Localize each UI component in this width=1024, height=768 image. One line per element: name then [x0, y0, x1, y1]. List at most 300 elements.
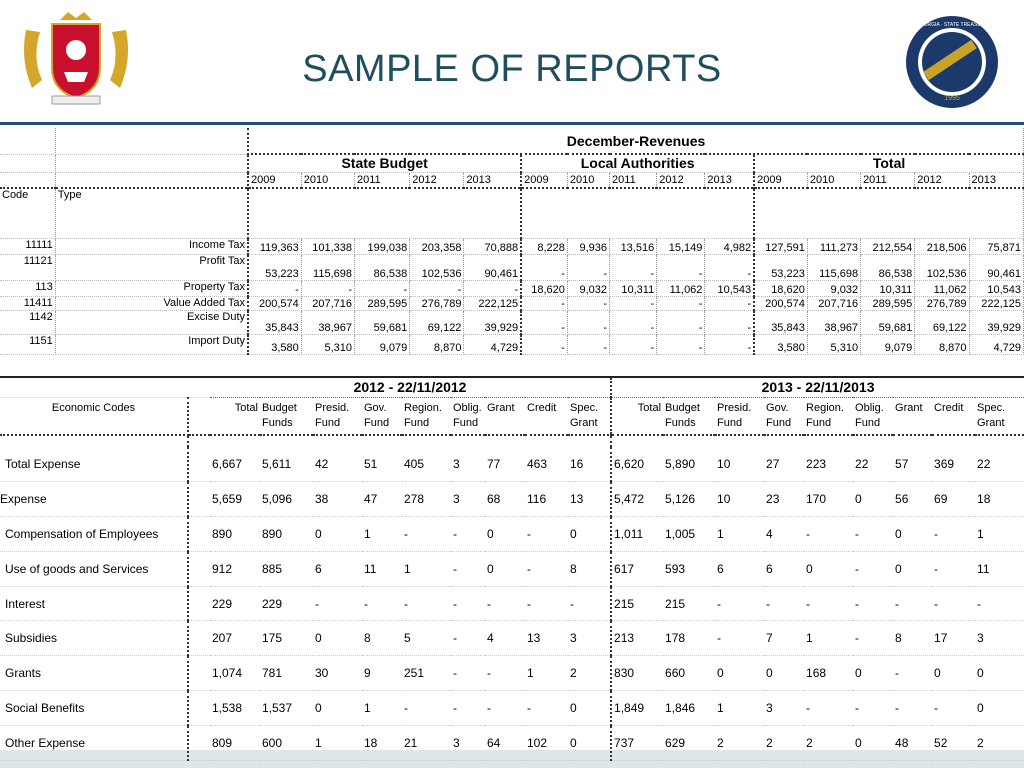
expense-label: Expense: [0, 482, 188, 517]
revenue-cell: -: [610, 254, 657, 280]
row-code: 11411: [0, 296, 55, 310]
table-row: [0, 334, 1024, 354]
table-row: [0, 725, 1024, 760]
expense-label: Compensation of Employees: [0, 517, 188, 552]
revenue-cell: 39,929: [969, 310, 1024, 334]
expense-cell: -: [451, 586, 485, 621]
expense-cell: 1: [715, 517, 764, 552]
expense-cell: 890: [210, 517, 260, 552]
expense-cell: 0: [313, 621, 362, 656]
expense-cell: -: [853, 621, 893, 656]
revenue-cell: 276,789: [410, 296, 464, 310]
column-header-line: Grant: [895, 401, 923, 414]
column-header-line: Credit: [934, 401, 964, 414]
expense-cell: -: [485, 691, 525, 726]
revenue-cell: 10,311: [610, 280, 657, 296]
column-header: [764, 397, 804, 435]
revenue-cell: -: [354, 280, 409, 296]
expense-cell: 207: [210, 621, 260, 656]
revenue-cell: -: [657, 254, 705, 280]
column-header-line: Fund: [315, 416, 341, 429]
revenue-cell: 53,223: [248, 254, 301, 280]
column-header-line: Presid.: [717, 401, 752, 414]
expense-cell: 10: [715, 447, 764, 482]
table-row: [0, 280, 1024, 296]
revenue-cell: 86,538: [354, 254, 409, 280]
expense-cell: 1,005: [663, 517, 715, 552]
expense-cell: 68: [485, 482, 525, 517]
expense-cell: 69: [932, 482, 975, 517]
expense-cell: -: [893, 586, 932, 621]
row-code: 113: [0, 280, 55, 296]
expense-cell: 0: [853, 725, 893, 760]
expense-cell: -: [485, 656, 525, 691]
period-2012: 2012 - 22/11/2012: [210, 377, 611, 397]
revenue-cell: -: [521, 254, 567, 280]
year-header: 2010: [301, 172, 354, 188]
expense-cell: 229: [210, 586, 260, 621]
revenue-cell: 70,888: [464, 238, 521, 254]
row-code: 11121: [0, 254, 55, 280]
year-header: 2011: [610, 172, 657, 188]
expense-cell: 215: [663, 586, 715, 621]
expense-cell: 22: [853, 447, 893, 482]
revenue-cell: -: [521, 334, 567, 354]
revenue-cell: 4,729: [464, 334, 521, 354]
column-header-line: Funds: [665, 416, 696, 429]
revenue-cell: 119,363: [248, 238, 301, 254]
year-header: 2012: [410, 172, 464, 188]
column-header: [313, 397, 362, 435]
revenue-cell: 90,461: [969, 254, 1024, 280]
table-row: [0, 517, 1024, 552]
row-type: Excise Duty: [55, 310, 248, 334]
expense-cell: 51: [362, 447, 402, 482]
expense-cell: 8: [568, 551, 611, 586]
expense-label: Social Benefits: [0, 691, 188, 726]
expense-cell: -: [525, 551, 568, 586]
expense-cell: 0: [568, 691, 611, 726]
expense-cell: -: [804, 517, 853, 552]
expense-cell: 2: [975, 725, 1024, 760]
table-row: [0, 254, 1024, 280]
expense-cell: 463: [525, 447, 568, 482]
column-header-line: Fund: [855, 416, 881, 429]
expense-cell: 57: [893, 447, 932, 482]
revenue-cell: 59,681: [861, 310, 915, 334]
revenue-cell: 35,843: [248, 310, 301, 334]
expense-cell: 5,472: [611, 482, 663, 517]
expense-cell: -: [932, 691, 975, 726]
revenue-cell: 199,038: [354, 238, 409, 254]
revenue-cell: 75,871: [969, 238, 1024, 254]
revenue-cell: 111,273: [807, 238, 860, 254]
expense-cell: 0: [485, 551, 525, 586]
column-header-line: Region.: [404, 401, 442, 414]
expense-cell: 3: [764, 691, 804, 726]
expense-cell: 5,126: [663, 482, 715, 517]
expense-cell: 116: [525, 482, 568, 517]
expense-cell: 0: [313, 517, 362, 552]
year-header: 2011: [354, 172, 409, 188]
revenue-cell: 115,698: [301, 254, 354, 280]
column-header: [611, 397, 663, 435]
expense-cell: 593: [663, 551, 715, 586]
expense-cell: 405: [402, 447, 451, 482]
expense-label: Other Expense: [0, 725, 188, 760]
expense-cell: -: [451, 621, 485, 656]
revenue-cell: 222,125: [464, 296, 521, 310]
column-header: [663, 397, 715, 435]
expense-cell: 3: [568, 621, 611, 656]
expense-cell: -: [764, 586, 804, 621]
expense-cell: 213: [611, 621, 663, 656]
expense-cell: 17: [932, 621, 975, 656]
revenue-cell: -: [705, 296, 754, 310]
expense-cell: 16: [568, 447, 611, 482]
expense-cell: 0: [975, 656, 1024, 691]
expense-cell: 64: [485, 725, 525, 760]
row-type: Income Tax: [55, 238, 248, 254]
expense-cell: 5,096: [260, 482, 313, 517]
expense-cell: 1: [525, 656, 568, 691]
revenue-cell: -: [410, 280, 464, 296]
svg-text:GEORGIA · STATE TREASURY: GEORGIA · STATE TREASURY: [916, 22, 988, 28]
expense-cell: 0: [764, 656, 804, 691]
revenue-cell: 200,574: [754, 296, 807, 310]
expense-cell: 48: [893, 725, 932, 760]
expense-cell: 170: [804, 482, 853, 517]
expense-cell: 6: [764, 551, 804, 586]
expense-cell: 369: [932, 447, 975, 482]
revenue-cell: -: [521, 296, 567, 310]
expense-cell: 21: [402, 725, 451, 760]
revenue-cell: 101,338: [301, 238, 354, 254]
revenue-cell: 9,032: [567, 280, 609, 296]
expense-cell: 10: [715, 482, 764, 517]
expense-label: Grants: [0, 656, 188, 691]
expense-cell: 1,011: [611, 517, 663, 552]
revenue-cell: 203,358: [410, 238, 464, 254]
column-header: [451, 397, 485, 435]
svg-text:1995: 1995: [944, 95, 960, 102]
expense-cell: 42: [313, 447, 362, 482]
expense-cell: 809: [210, 725, 260, 760]
revenue-cell: 69,122: [410, 310, 464, 334]
expense-cell: -: [715, 586, 764, 621]
table-row: [0, 551, 1024, 586]
expense-label: Interest: [0, 586, 188, 621]
revenue-cell: 207,716: [301, 296, 354, 310]
revenue-cell: 90,461: [464, 254, 521, 280]
year-header: 2010: [567, 172, 609, 188]
code-header: Code: [0, 188, 55, 238]
group-local-authorities: Local Authorities: [521, 154, 754, 172]
column-header-line: Grant: [487, 401, 515, 414]
revenue-cell: 127,591: [754, 238, 807, 254]
column-header-line: Spec.: [977, 401, 1006, 414]
expense-cell: 0: [853, 482, 893, 517]
expense-cell: -: [568, 586, 611, 621]
revenue-cell: 212,554: [861, 238, 915, 254]
revenue-cell: 218,506: [915, 238, 969, 254]
year-header: 2012: [657, 172, 705, 188]
expense-cell: 22: [975, 447, 1024, 482]
expense-cell: -: [402, 691, 451, 726]
expense-cell: 30: [313, 656, 362, 691]
expense-cell: 660: [663, 656, 715, 691]
expense-cell: -: [932, 551, 975, 586]
expense-cell: 0: [893, 551, 932, 586]
revenue-cell: 9,032: [807, 280, 860, 296]
expense-cell: 6,620: [611, 447, 663, 482]
expense-cell: 168: [804, 656, 853, 691]
table-row: [0, 296, 1024, 310]
revenue-cell: -: [567, 296, 609, 310]
revenue-cell: -: [705, 254, 754, 280]
column-header-line: Total: [637, 401, 662, 414]
expense-cell: 5: [402, 621, 451, 656]
revenue-cell: 3,580: [248, 334, 301, 354]
expense-cell: 278: [402, 482, 451, 517]
table-row: [0, 482, 1024, 517]
revenue-cell: -: [301, 280, 354, 296]
expense-cell: 6: [313, 551, 362, 586]
expense-cell: 0: [893, 517, 932, 552]
expense-cell: 600: [260, 725, 313, 760]
expense-cell: 223: [804, 447, 853, 482]
row-type: Value Added Tax: [55, 296, 248, 310]
column-header-line: Gov.: [766, 401, 789, 414]
expense-cell: 2: [804, 725, 853, 760]
expense-cell: 11: [975, 551, 1024, 586]
expense-cell: 13: [525, 621, 568, 656]
expense-cell: 178: [663, 621, 715, 656]
page-title: SAMPLE OF REPORTS: [302, 48, 722, 90]
expense-cell: 6: [715, 551, 764, 586]
column-header-line: Fund: [766, 416, 792, 429]
expense-cell: 4: [764, 517, 804, 552]
expense-cell: 0: [313, 691, 362, 726]
revenue-cell: -: [464, 280, 521, 296]
year-header: 2009: [754, 172, 807, 188]
row-type: Profit Tax: [55, 254, 248, 280]
row-type: Import Duty: [55, 334, 248, 354]
expense-cell: -: [451, 691, 485, 726]
revenue-cell: 102,536: [915, 254, 969, 280]
column-header-line: Fund: [453, 416, 479, 429]
expense-label: Use of goods and Services: [0, 551, 188, 586]
table-row: [0, 310, 1024, 334]
revenue-cell: -: [521, 310, 567, 334]
revenue-cell: 102,536: [410, 254, 464, 280]
expense-cell: -: [525, 691, 568, 726]
column-header-line: Budget: [665, 401, 700, 414]
title-divider: [0, 122, 1024, 125]
expense-cell: 0: [568, 517, 611, 552]
expense-cell: 77: [485, 447, 525, 482]
column-header: [485, 397, 525, 435]
revenue-cell: 11,062: [657, 280, 705, 296]
column-header: [402, 397, 451, 435]
expense-cell: 18: [975, 482, 1024, 517]
expense-cell: 8: [893, 621, 932, 656]
group-state-budget: State Budget: [248, 154, 521, 172]
expense-cell: 9: [362, 656, 402, 691]
expense-cell: -: [932, 517, 975, 552]
column-header-line: Gov.: [364, 401, 387, 414]
expense-cell: 251: [402, 656, 451, 691]
expense-cell: 3: [451, 447, 485, 482]
revenue-cell: 222,125: [969, 296, 1024, 310]
row-type: Property Tax: [55, 280, 248, 296]
expense-cell: 175: [260, 621, 313, 656]
type-header: Type: [55, 188, 248, 238]
expense-cell: 2: [764, 725, 804, 760]
column-header-line: Region.: [806, 401, 844, 414]
expense-cell: 629: [663, 725, 715, 760]
column-header: [975, 397, 1024, 435]
expense-cell: 4: [485, 621, 525, 656]
expense-cell: -: [853, 517, 893, 552]
year-header: 2011: [861, 172, 915, 188]
revenue-cell: -: [248, 280, 301, 296]
table-row: [0, 691, 1024, 726]
expense-cell: 1,846: [663, 691, 715, 726]
year-header: 2009: [521, 172, 567, 188]
expense-cell: 11: [362, 551, 402, 586]
column-header: [260, 397, 313, 435]
expense-cell: 13: [568, 482, 611, 517]
revenue-cell: 11,062: [915, 280, 969, 296]
column-header: [362, 397, 402, 435]
expenses-table: [0, 376, 1024, 761]
revenue-cell: 10,543: [969, 280, 1024, 296]
revenue-cell: 289,595: [861, 296, 915, 310]
expense-cell: 229: [260, 586, 313, 621]
column-header-line: Presid.: [315, 401, 350, 414]
expense-cell: 8: [362, 621, 402, 656]
expense-cell: 1: [313, 725, 362, 760]
revenue-cell: 4,982: [705, 238, 754, 254]
revenue-cell: 8,870: [410, 334, 464, 354]
revenue-cell: 3,580: [754, 334, 807, 354]
revenue-cell: 53,223: [754, 254, 807, 280]
column-header-line: Grant: [570, 416, 598, 429]
column-header-line: Spec.: [570, 401, 599, 414]
expense-cell: 2: [715, 725, 764, 760]
row-code: 1151: [0, 334, 55, 354]
expense-cell: 215: [611, 586, 663, 621]
year-header: 2013: [464, 172, 521, 188]
expense-cell: -: [893, 656, 932, 691]
expense-cell: 38: [313, 482, 362, 517]
expense-cell: 56: [893, 482, 932, 517]
year-header: 2010: [807, 172, 860, 188]
expense-cell: -: [853, 691, 893, 726]
row-code: 1142: [0, 310, 55, 334]
expense-cell: 0: [715, 656, 764, 691]
expense-cell: -: [402, 517, 451, 552]
expense-cell: 0: [932, 656, 975, 691]
column-header: [893, 397, 932, 435]
table-row: [0, 238, 1024, 254]
expense-cell: 1: [402, 551, 451, 586]
revenue-cell: -: [705, 310, 754, 334]
expense-cell: 1: [804, 621, 853, 656]
expense-cell: 781: [260, 656, 313, 691]
column-header: [525, 397, 568, 435]
revenue-cell: 18,620: [754, 280, 807, 296]
expense-cell: 1: [975, 517, 1024, 552]
expense-cell: 18: [362, 725, 402, 760]
expense-cell: 7: [764, 621, 804, 656]
column-header-line: Oblig.: [453, 401, 482, 414]
expense-cell: 5,890: [663, 447, 715, 482]
revenue-cell: 9,079: [861, 334, 915, 354]
expense-cell: 3: [451, 725, 485, 760]
column-header: [568, 397, 611, 435]
expense-cell: 890: [260, 517, 313, 552]
expense-cell: -: [451, 656, 485, 691]
expense-cell: 0: [568, 725, 611, 760]
expense-cell: 27: [764, 447, 804, 482]
revenue-cell: 39,929: [464, 310, 521, 334]
expense-cell: 1,538: [210, 691, 260, 726]
revenue-cell: 5,310: [301, 334, 354, 354]
column-header-line: Fund: [806, 416, 832, 429]
expense-cell: 5,611: [260, 447, 313, 482]
revenue-cell: 10,311: [861, 280, 915, 296]
expense-cell: 5,659: [210, 482, 260, 517]
revenue-cell: -: [567, 334, 609, 354]
period-2013: 2013 - 22/11/2013: [611, 377, 1024, 397]
revenue-cell: 200,574: [248, 296, 301, 310]
expense-cell: 0: [804, 551, 853, 586]
expense-cell: -: [893, 691, 932, 726]
expense-cell: 737: [611, 725, 663, 760]
revenue-cell: 69,122: [915, 310, 969, 334]
expense-cell: -: [804, 691, 853, 726]
column-header-line: Grant: [977, 416, 1005, 429]
column-header: [715, 397, 764, 435]
revenue-cell: -: [657, 334, 705, 354]
revenue-cell: 18,620: [521, 280, 567, 296]
expense-cell: 47: [362, 482, 402, 517]
expense-label: Subsidies: [0, 621, 188, 656]
expense-cell: 102: [525, 725, 568, 760]
expense-label: Total Expense: [0, 447, 188, 482]
revenue-cell: -: [657, 296, 705, 310]
expense-cell: -: [525, 586, 568, 621]
column-header-line: Fund: [717, 416, 743, 429]
revenue-cell: 13,516: [610, 238, 657, 254]
expense-cell: 3: [975, 621, 1024, 656]
column-header: [853, 397, 893, 435]
expense-cell: 617: [611, 551, 663, 586]
column-header-line: Funds: [262, 416, 293, 429]
revenue-cell: -: [567, 254, 609, 280]
column-header-line: Oblig.: [855, 401, 884, 414]
revenue-cell: 8,228: [521, 238, 567, 254]
year-header: 2013: [705, 172, 754, 188]
revenue-cell: -: [657, 310, 705, 334]
expense-cell: 0: [853, 656, 893, 691]
expense-cell: 52: [932, 725, 975, 760]
expense-cell: -: [975, 586, 1024, 621]
revenue-cell: 38,967: [807, 310, 860, 334]
expense-cell: 1,074: [210, 656, 260, 691]
